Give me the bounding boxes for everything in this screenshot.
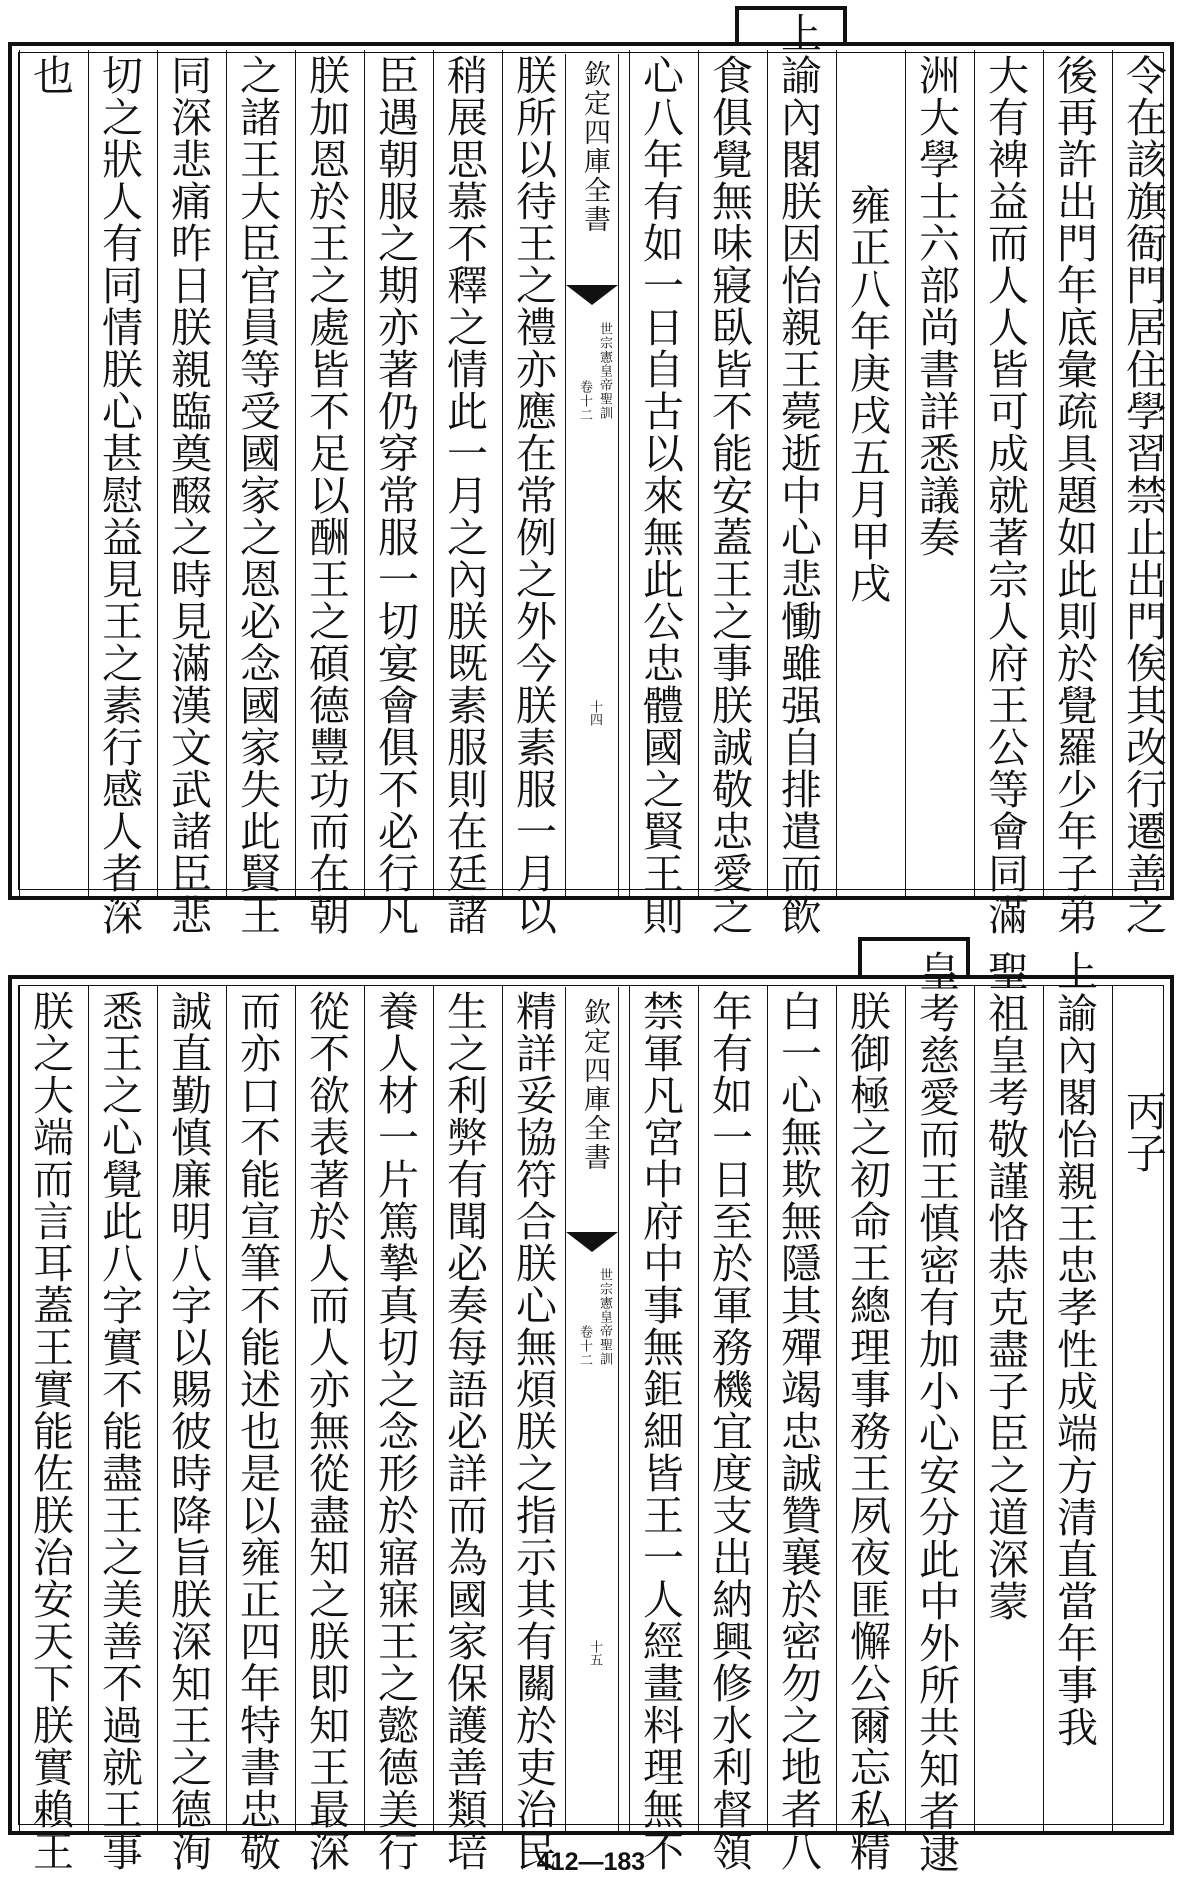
top-page-column-9: 朕所以待王之禮亦應在常例之外今朕素服一月以 <box>509 54 557 936</box>
column-rule <box>157 50 158 896</box>
column-rule <box>502 50 503 896</box>
column-rule <box>295 985 296 1833</box>
top-gutter-page-number: 十四 <box>587 700 602 726</box>
column-rule <box>226 985 227 1833</box>
top-page-column-4: 洲大學士六部尚書詳悉議奏 <box>912 54 960 558</box>
top-page-column-3: 大有裨益而人人皆可成就著宗人府王公等會同滿 <box>981 54 1029 936</box>
bottom-page-column-11: 養人材一片篤摯真切之念形於寤寐王之懿德美行 <box>371 990 419 1872</box>
bottom-gutter-page-number: 十五 <box>587 1640 602 1666</box>
column-rule <box>157 985 158 1833</box>
top-page-column-2: 後再許出門年底彙疏具題如此則於覺羅少年子弟 <box>1050 54 1098 936</box>
column-rule <box>19 50 20 896</box>
column-rule <box>226 50 227 896</box>
column-rule <box>698 985 699 1833</box>
column-rule <box>974 50 975 896</box>
column-rule <box>1112 50 1113 896</box>
top-gutter-title: 欽定四庫全書 <box>579 60 610 234</box>
top-page-column-10: 稍展思慕不釋之情此一月之內朕既素服則在廷諸 <box>440 54 488 936</box>
column-rule <box>1112 985 1113 1833</box>
column-rule <box>698 50 699 896</box>
column-rule <box>502 985 503 1833</box>
column-rule <box>836 50 837 896</box>
top-gutter-volume: 卷十二 <box>577 380 592 422</box>
top-page-column-15: 切之狀人有同情朕心甚慰益見王之素行感人者深 <box>95 54 143 936</box>
bottom-page-column-2: 上諭內閣怡親王忠孝性成端方清直當年事我 <box>1050 950 1098 1748</box>
column-rule <box>364 985 365 1833</box>
column-rule <box>767 50 768 896</box>
top-gutter-subtitle: 世宗憲皇帝聖訓 <box>597 322 612 420</box>
bottom-page-column-5: 朕御極之初命王總理事務王夙夜匪懈公爾忘私精 <box>843 990 891 1872</box>
bottom-page-column-6: 白一心無欺無隱其殫竭忠誠贊襄於密勿之地者八 <box>774 990 822 1872</box>
bottom-gutter-subtitle: 世宗憲皇帝聖訓 <box>597 1268 612 1366</box>
top-page-column-6: 上諭內閣朕因怡親王薨逝中心悲慟雖强自排遣而飲 <box>774 12 822 936</box>
bottom-gutter-fishtail <box>566 1232 618 1252</box>
column-rule <box>88 50 89 896</box>
column-rule <box>767 985 768 1833</box>
bottom-page-column-13: 而亦口不能宣筆不能述也是以雍正四年特書忠敬 <box>233 990 281 1872</box>
bottom-page-column-12: 從不欲表著於人而人亦無從盡知之朕即知王最深 <box>302 990 350 1872</box>
bottom-page-column-8: 禁軍凡宮中府中事無鉅細皆王一人經畫料理無不 <box>636 990 684 1872</box>
top-page-column-16: 也 <box>26 54 74 96</box>
bottom-page-column-3: 聖祖皇考敬謹恪恭克盡子臣之道深蒙 <box>981 950 1029 1622</box>
column-rule <box>836 985 837 1833</box>
column-rule <box>433 50 434 896</box>
top-page-column-12: 朕加恩於王之處皆不足以酬王之碩德豐功而在朝 <box>302 54 350 936</box>
top-page-column-11: 臣遇朝服之期亦著仍穿常服一切宴會俱不必行凡 <box>371 54 419 936</box>
column-rule <box>433 985 434 1833</box>
bottom-gutter-volume: 卷十二 <box>577 1325 592 1367</box>
column-rule <box>19 985 20 1833</box>
column-rule <box>1043 50 1044 896</box>
top-page-column-1: 令在該旗衙門居住學習禁止出門俟其改行遷善之 <box>1119 54 1167 936</box>
bottom-page-column-9: 精詳妥協符合朕心無煩朕之指示其有關於吏治民 <box>509 990 557 1872</box>
top-page-column-14: 同深悲痛昨日朕親臨奠醊之時見滿漢文武諸臣悲 <box>164 54 212 936</box>
column-rule <box>629 985 630 1833</box>
bottom-page-column-14: 誠直勤慎廉明八字以賜彼時降旨朕深知王之德洵 <box>164 990 212 1872</box>
bottom-gutter-title: 欽定四庫全書 <box>579 998 610 1172</box>
column-rule <box>629 50 630 896</box>
page-footer-number: 412—183 <box>536 1848 646 1876</box>
column-rule <box>974 985 975 1833</box>
top-page-column-13: 之諸王大臣官員等受國家之恩必念國家失此賢王 <box>233 54 281 936</box>
bottom-page-column-7: 年有如一日至於軍務機宜度支出納興修水利督領 <box>705 990 753 1872</box>
bottom-page-column-1: 丙子 <box>1119 1090 1167 1174</box>
top-page-column-7: 食俱覺無味寢臥皆不能安蓋王之事朕誠敬忠愛之 <box>705 54 753 936</box>
bottom-page-column-4: 皇考慈愛而王慎密有加小心安分此中外所共知者逮 <box>912 950 960 1874</box>
bottom-page-column-10: 生之利弊有聞必奏每語必詳而為國家保護善類培 <box>440 990 488 1872</box>
column-rule <box>88 985 89 1833</box>
bottom-page-column-15: 悉王之心覺此八字實不能盡王之美善不過就王事 <box>95 990 143 1872</box>
top-gutter-fishtail <box>566 285 618 305</box>
bottom-page-column-16: 朕之大端而言耳蓋王實能佐朕治安天下朕實賴王 <box>26 990 74 1872</box>
top-page-column-5: 雍正八年庚戌五月甲戌 <box>843 184 891 604</box>
top-page-column-8: 心八年有如一日自古以來無此公忠體國之賢王則 <box>636 54 684 936</box>
column-rule <box>1043 985 1044 1833</box>
column-rule <box>905 985 906 1833</box>
column-rule <box>905 50 906 896</box>
column-rule <box>364 50 365 896</box>
column-rule <box>295 50 296 896</box>
